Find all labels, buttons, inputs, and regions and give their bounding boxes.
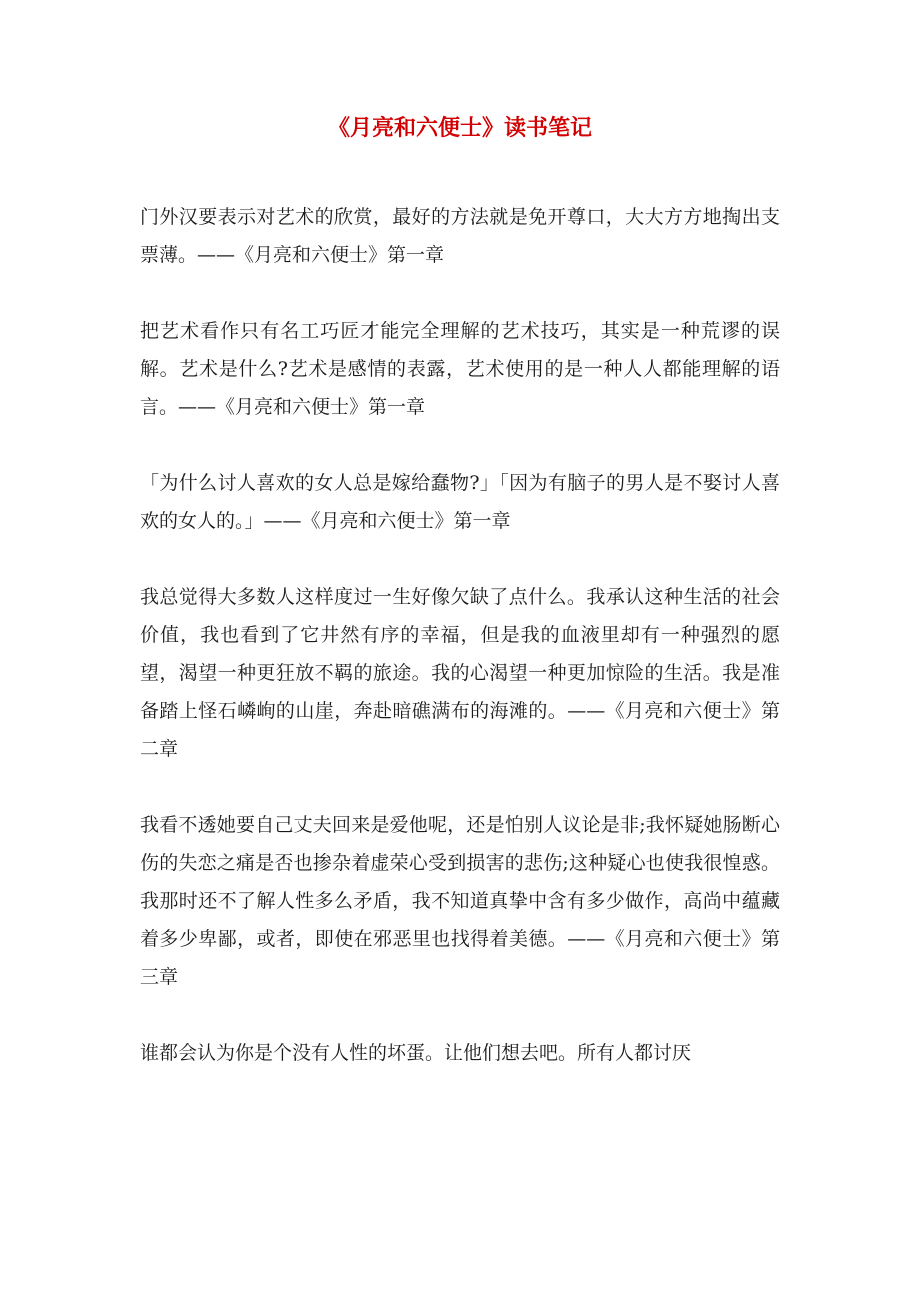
paragraph-5: 我看不透她要自己丈夫回来是爱他呢，还是怕别人议论是非;我怀疑她肠断心伤的失恋之痛是否也掺杂着虚荣心受到损害的悲伤;这种疑心也使我很惶惑。我那时还不了解人性多么矛盾，我不知道真挚中含有多少做作，高尚中蕴藏着多少卑鄙，或者，即使在邪恶里也找得着美德。——《月亮和六便士》第三章 xyxy=(140,814,780,988)
paragraph-1: 门外汉要表示对艺术的欣赏，最好的方法就是免开尊口，大大方方地掏出支票薄。——《月亮和六便士》第一章 xyxy=(140,206,780,266)
document-title: 《月亮和六便士》读书笔记 xyxy=(327,115,592,141)
paragraph-4: 我总觉得大多数人这样度过一生好像欠缺了点什么。我承认这种生活的社会价值，我也看到了它井然有序的幸福，但是我的血液里却有一种强烈的愿望，渴望一种更狂放不羁的旅途。我的心渴望一种更加惊险的生活。我是准备踏上怪石嶙峋的山崖，奔赴暗礁满布的海滩的。——《月亮和六便士》第二章 xyxy=(140,586,780,760)
paragraph-2: 把艺术看作只有名工巧匠才能完全理解的艺术技巧，其实是一种荒谬的误解。艺术是什么?艺术是感情的表露，艺术使用的是一种人人都能理解的语言。——《月亮和六便士》第一章 xyxy=(140,320,780,418)
paragraph-3: 「为什么讨人喜欢的女人总是嫁给蠢物?」「因为有脑子的男人是不娶讨人喜欢的女人的。」——《月亮和六便士》第一章 xyxy=(140,472,780,532)
paragraph-6: 谁都会认为你是个没有人性的坏蛋。让他们想去吧。所有人都讨厌 xyxy=(140,1042,692,1064)
document-body xyxy=(140,198,780,1110)
